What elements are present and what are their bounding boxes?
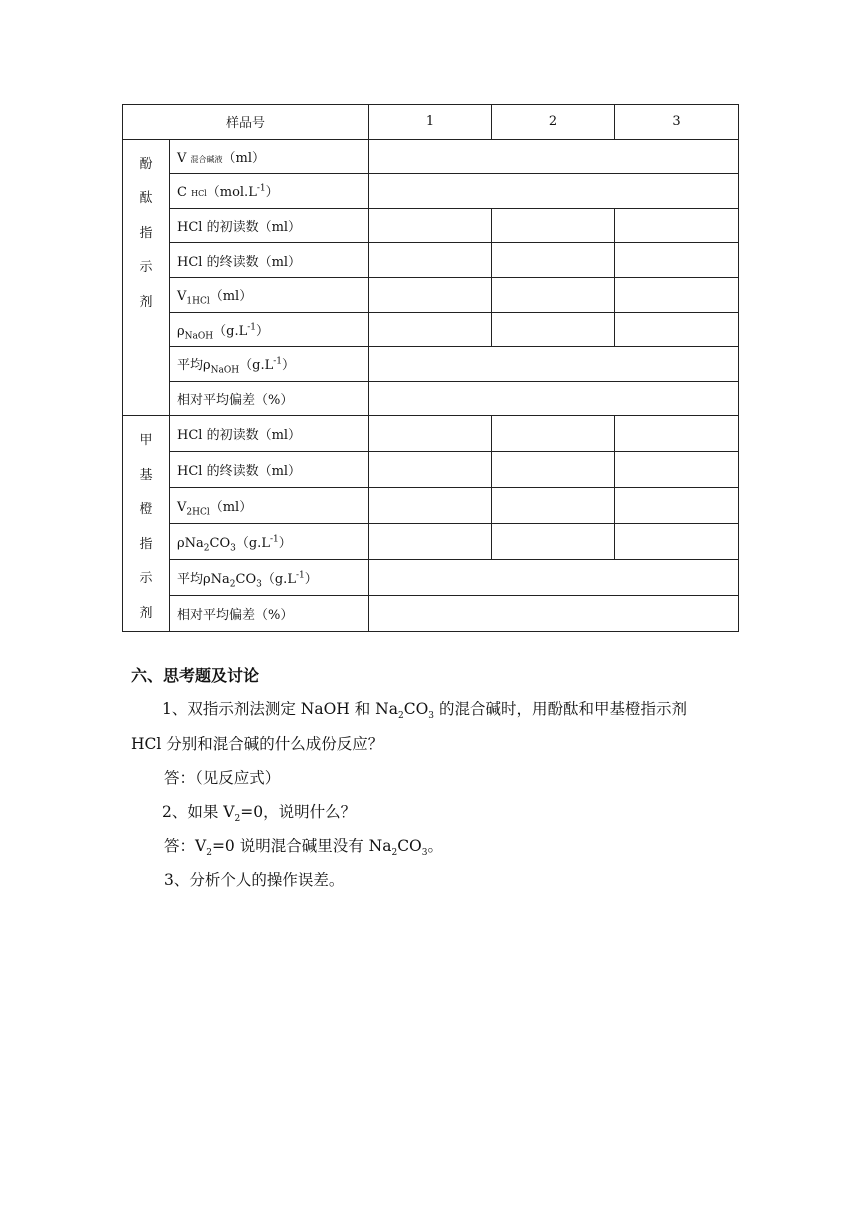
- table-row: [123, 560, 739, 596]
- table-row: [123, 452, 739, 488]
- param-v1-hcl: $V_{1HCl}(ml)$: [170, 277, 369, 312]
- value-cell[interactable]: [369, 208, 492, 243]
- question-1-line-1: 1、双指示剂法测定 NaOH 和 $Na_2CO_3$ 的混合碱时，用酚酞和甲基橙指示剂: [162, 700, 687, 722]
- param-avg-rho-naoh: 平均$\rho_{NaOH}(g.L^{-1})$: [170, 347, 369, 382]
- value-cell-merged[interactable]: [369, 596, 739, 632]
- value-cell-merged[interactable]: [369, 347, 739, 382]
- answer-1: 答：（见反应式）: [164, 769, 281, 787]
- header-sample-number: 样品号: [123, 105, 369, 140]
- value-cell-merged[interactable]: [369, 560, 739, 596]
- table-row: [123, 243, 739, 278]
- param-avg-rho-na2co3: 平均$\rho Na_2CO_3(g.L^{-1})$: [170, 560, 369, 596]
- table-row: [123, 596, 739, 632]
- value-cell[interactable]: [615, 416, 739, 452]
- value-cell[interactable]: [369, 277, 492, 312]
- value-cell-merged[interactable]: [369, 174, 739, 209]
- param-rho-na2co3: $\rho Na_2CO_3(g.L^{-1})$: [170, 524, 369, 560]
- value-cell[interactable]: [369, 488, 492, 524]
- value-cell-merged[interactable]: [369, 381, 739, 416]
- table-row: [123, 277, 739, 312]
- value-cell[interactable]: [492, 312, 615, 347]
- question-2: 2、如果 $V_2=0$，说明什么？: [162, 803, 357, 825]
- table-row: [123, 347, 739, 382]
- question-1-line-2: HCl 分别和混合碱的什么成份反应？: [131, 735, 384, 753]
- param-hcl-final-reading: HCl 的终读数（ml）: [170, 243, 369, 278]
- value-cell[interactable]: [492, 452, 615, 488]
- param-v2-hcl: $V_{2HCl}(ml)$: [170, 488, 369, 524]
- param-c-hcl: C $HCl(mol.L^{-1})$: [170, 174, 369, 209]
- value-cell[interactable]: [369, 312, 492, 347]
- param-relative-deviation: 相对平均偏差（%）: [170, 596, 369, 632]
- value-cell-merged[interactable]: [369, 139, 739, 174]
- value-cell[interactable]: [492, 488, 615, 524]
- phenolphthalein-group-label: 酚 酞 指 示 剂: [123, 139, 170, 416]
- table-row: [123, 208, 739, 243]
- value-cell[interactable]: [492, 208, 615, 243]
- value-cell[interactable]: [369, 416, 492, 452]
- methyl-orange-group-label: 甲 基 橙 指 示 剂: [123, 416, 170, 632]
- value-cell[interactable]: [615, 277, 739, 312]
- data-table: [122, 104, 739, 632]
- value-cell[interactable]: [369, 243, 492, 278]
- value-cell[interactable]: [615, 243, 739, 278]
- table-row: [123, 488, 739, 524]
- param-hcl-final-reading: HCl 的终读数（ml）: [170, 452, 369, 488]
- param-relative-deviation: 相对平均偏差（%）: [170, 381, 369, 416]
- value-cell[interactable]: [615, 488, 739, 524]
- answer-2: 答：$V_2=0$ 说明混合碱里没有 $Na_2CO_3$。: [164, 837, 444, 859]
- value-cell[interactable]: [492, 416, 615, 452]
- param-rho-naoh: $\rho_{NaOH}(g.L^{-1})$: [170, 312, 369, 347]
- value-cell[interactable]: [615, 452, 739, 488]
- value-cell[interactable]: [492, 524, 615, 560]
- table-row: [123, 381, 739, 416]
- table-row: [123, 312, 739, 347]
- section-title: 六、思考题及讨论: [131, 666, 260, 685]
- value-cell[interactable]: [615, 524, 739, 560]
- table-header-row: [123, 105, 739, 140]
- question-3: 3、分析个人的操作误差。: [164, 871, 345, 889]
- header-sample-3: 3: [615, 105, 739, 140]
- header-sample-1: 1: [369, 105, 492, 140]
- value-cell[interactable]: [615, 208, 739, 243]
- param-hcl-initial-reading: HCl 的初读数（ml）: [170, 208, 369, 243]
- value-cell[interactable]: [615, 312, 739, 347]
- table-row: [123, 174, 739, 209]
- table-row: [123, 139, 739, 174]
- table-row: [123, 416, 739, 452]
- value-cell[interactable]: [492, 243, 615, 278]
- header-sample-2: 2: [492, 105, 615, 140]
- value-cell[interactable]: [369, 452, 492, 488]
- value-cell[interactable]: [369, 524, 492, 560]
- param-v-mix: V 混合碱液（ml）: [170, 139, 369, 174]
- table-row: [123, 524, 739, 560]
- param-hcl-initial-reading: HCl 的初读数（ml）: [170, 416, 369, 452]
- value-cell[interactable]: [492, 277, 615, 312]
